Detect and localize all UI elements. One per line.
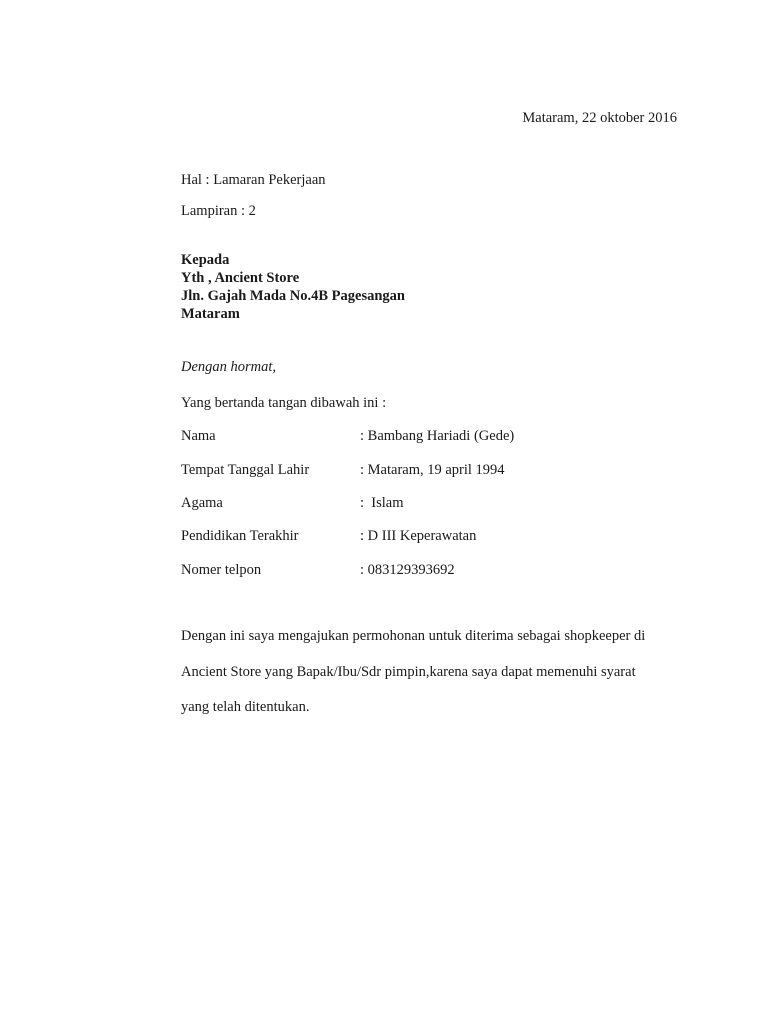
field-value: : 083129393692: [360, 562, 455, 578]
recipient-line-kepada: Kepada: [181, 252, 230, 268]
letter-subject: Hal : Lamaran Pekerjaan: [181, 172, 326, 188]
letter-attachment: Lampiran : 2: [181, 203, 256, 219]
field-value: : Islam: [360, 495, 404, 511]
field-value: : D III Keperawatan: [360, 528, 477, 544]
field-label: Nomer telpon: [181, 562, 262, 578]
recipient-line-street: Jln. Gajah Mada No.4B Pagesangan: [181, 288, 405, 304]
field-label: Agama: [181, 495, 223, 511]
field-label: Pendidikan Terakhir: [181, 528, 299, 544]
field-label: Tempat Tanggal Lahir: [181, 462, 310, 478]
body-line-1: Dengan ini saya mengajukan permohonan untuk diterima sebagai shopkeeper di: [181, 628, 646, 644]
field-label: Nama: [181, 428, 216, 444]
field-value: : Mataram, 19 april 1994: [360, 462, 505, 478]
letter-date: Mataram, 22 oktober 2016: [522, 110, 677, 126]
intro-line: Yang bertanda tangan dibawah ini :: [181, 395, 387, 411]
body-line-3: yang telah ditentukan.: [181, 699, 310, 715]
body-line-2: Ancient Store yang Bapak/Ibu/Sdr pimpin,karena saya dapat memenuhi syarat: [181, 664, 636, 680]
field-value: : Bambang Hariadi (Gede): [360, 428, 515, 444]
recipient-address: [181, 251, 405, 323]
recipient-line-name: Yth , Ancient Store: [181, 270, 300, 286]
recipient-line-city: Mataram: [181, 306, 240, 322]
salutation: Dengan hormat,: [181, 359, 277, 375]
